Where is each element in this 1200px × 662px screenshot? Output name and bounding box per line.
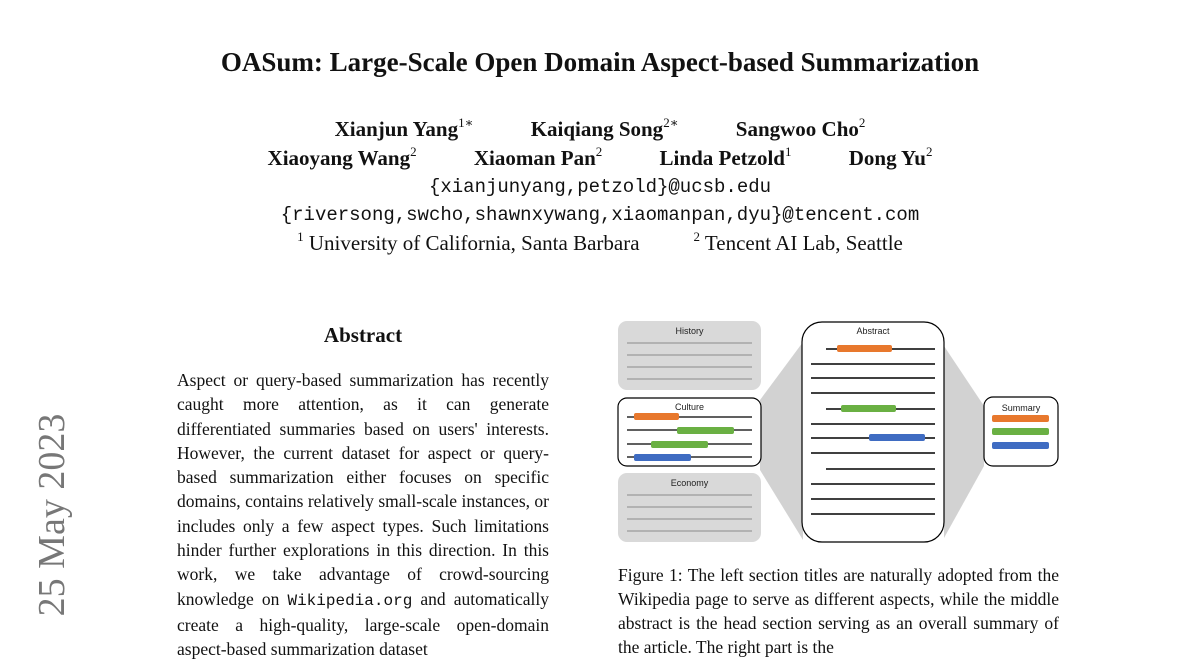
summary-bar-orange [992, 415, 1049, 422]
wikipedia-code: Wikipedia.org [287, 591, 413, 610]
abstract-highlight-green [841, 405, 896, 412]
culture-highlight-blue [634, 454, 691, 461]
author: Xianjun Yang$^{1∗}$ [334, 115, 474, 141]
author: Kaiqiang Song$^{2∗}$ [530, 115, 679, 141]
paper-title: OASum: Large-Scale Open Domain Aspect-based Summarization [220, 47, 980, 77]
author: Sangwoo Cho$^2$ [735, 115, 866, 141]
author-row-1 [0, 117, 1200, 142]
figure-caption: Figure 1: The left section titles are naturally adopted from the Wikipedia page to serve as different aspects, while the middle abstract is the head section serving as an overall summary of the article. The right part is the [618, 565, 1059, 657]
author: Dong Yu$^2$ [848, 144, 933, 170]
arxiv-date-stamp: 25 May 2023 [31, 413, 73, 617]
abstract-heading: Abstract [323, 323, 403, 347]
email-ucsb: {xianjunyang,petzold}@ucsb.edu [428, 176, 772, 198]
culture-highlight-orange [634, 413, 679, 420]
abstract-label: Abstract [856, 326, 890, 336]
author: Xiaoman Pan$^2$ [473, 144, 603, 170]
economy-label: Economy [670, 478, 709, 488]
abstract-body: Aspect or query-based summarization has recently caught more attention, as it can generate differentiated summaries based on users' interests. However, the current dataset for aspect or query-based summarization either focuses on specific domains, contains relatively small-scale instances, or includes only a few aspect types. Such limitations hinder further explorations in this direction. In this work, we take advantage of crowd-sourcing knowledge on Wikipedia.org and automatically create a high-quality, large-scale open-domain aspect-based summarization dataset [177, 370, 549, 660]
culture-highlight-green-2 [651, 441, 708, 448]
email-tencent: {riversong,swcho,shawnxywang,xiaomanpan,dyu}@tencent.com [280, 204, 920, 226]
right-funnel [944, 346, 984, 538]
culture-label: Culture [674, 402, 705, 412]
author: Linda Petzold$^1$ [659, 144, 792, 170]
abstract-highlight-orange [837, 345, 892, 352]
figure-1-diagram [614, 318, 1064, 548]
author-row-2 [0, 146, 1200, 171]
history-label: History [675, 326, 704, 336]
left-funnel [760, 342, 803, 540]
abstract-highlight-blue [869, 434, 925, 441]
author: Xiaoyang Wang$^2$ [267, 144, 417, 170]
summary-bar-green [992, 428, 1049, 435]
abstract-box [802, 322, 944, 542]
culture-highlight-green [677, 427, 734, 434]
summary-label: Summary [1001, 403, 1041, 413]
summary-bar-blue [992, 442, 1049, 449]
affiliations: $^1$ University of California, Santa Barbara $^2$ Tencent AI Lab, Seattle [297, 229, 903, 255]
